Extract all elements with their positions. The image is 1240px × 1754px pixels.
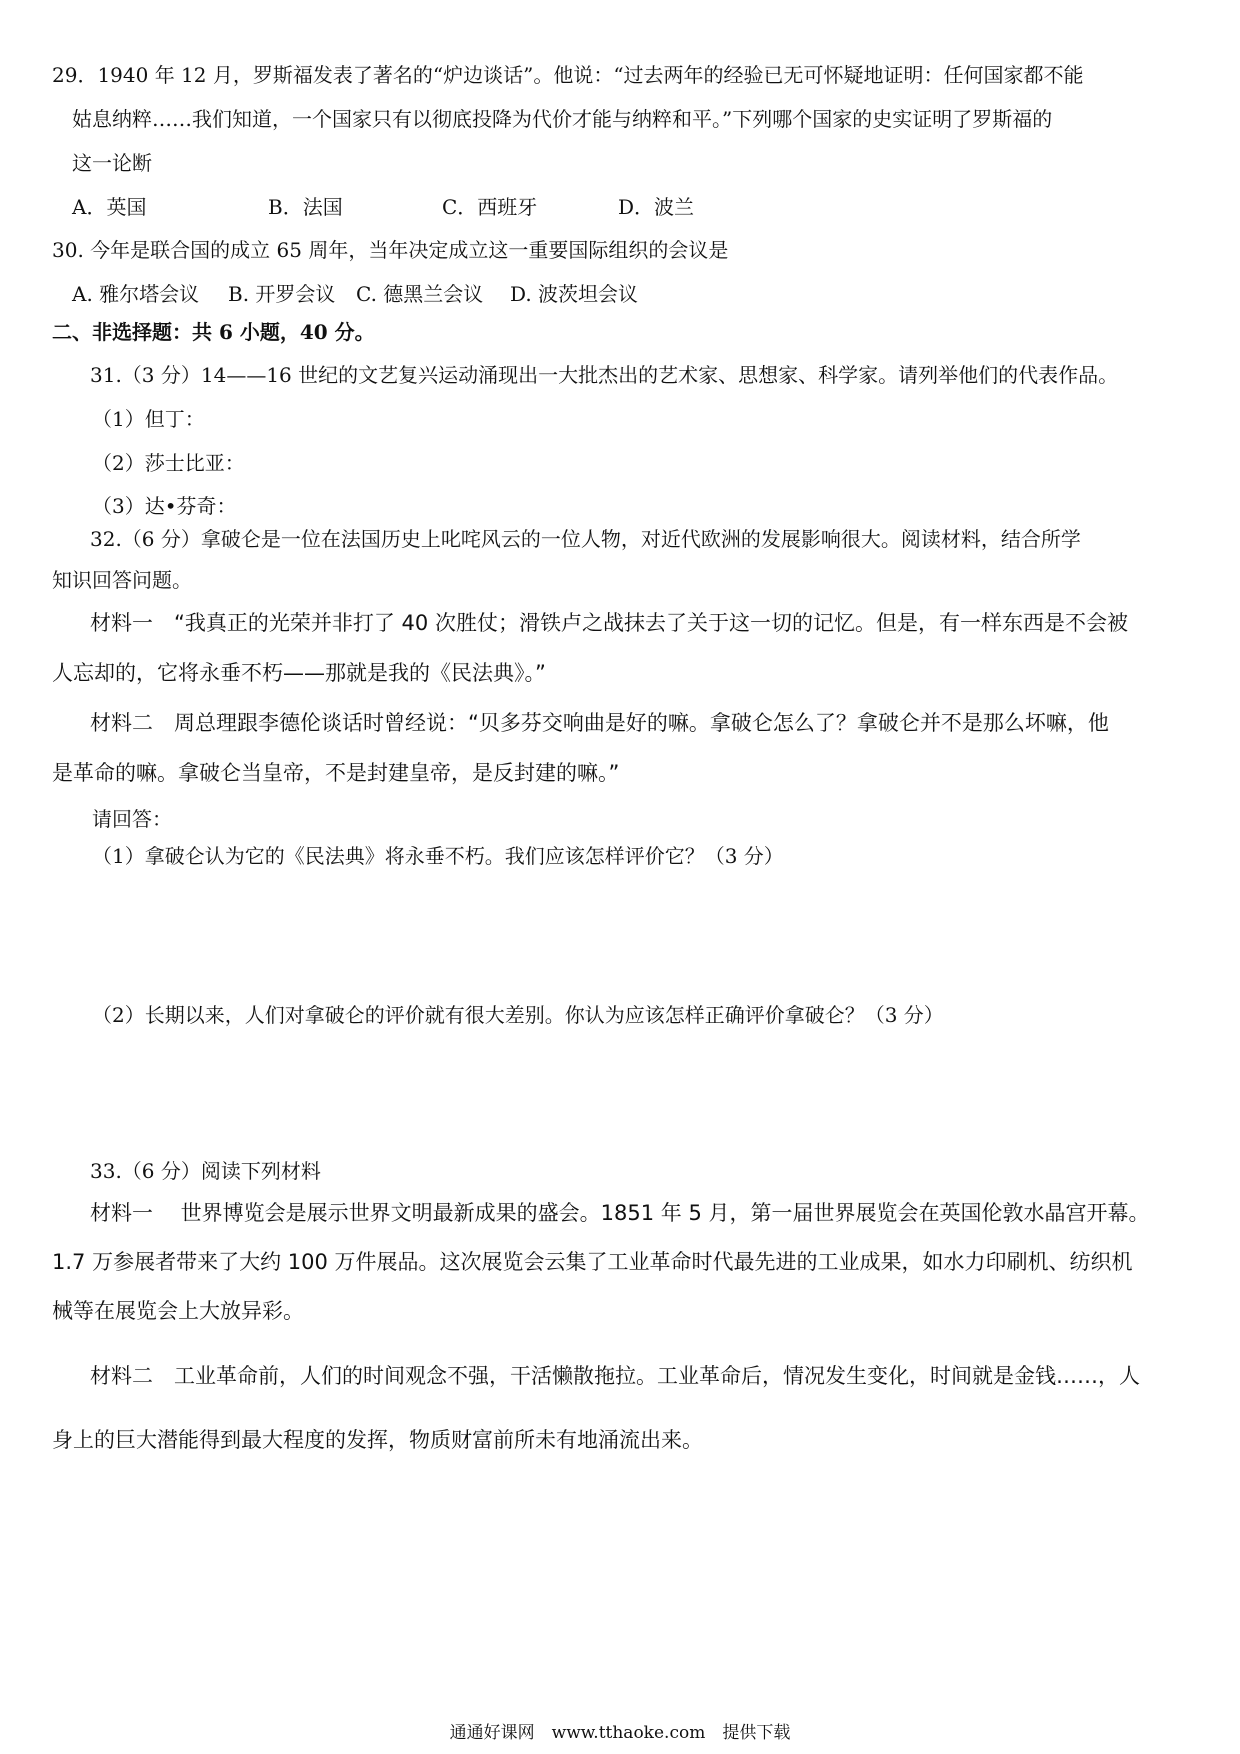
q29-option-c: C．西班牙	[442, 195, 538, 219]
q33-material1-line2: 1.7 万参展者带来了大约 100 万件展品。这次展览会云集了工业革命时代最先进的工业成果，如水力印刷机、纺织机	[52, 1250, 1133, 1274]
q30-option-d: D. 波茨坦会议	[510, 282, 639, 306]
q30-option-c: C. 德黑兰会议	[356, 282, 484, 306]
q32-material1-line2: 人忘却的，它将永垂不朽——那就是我的《民法典》。”	[52, 661, 546, 685]
q31-item-3: （3）达•芬奇：	[92, 494, 237, 518]
q33-material1-line1: 材料一 世界博览会是展示世界文明最新成果的盛会。1851 年 5 月，第一届世界展览会在英国伦敦水晶宫开幕。	[90, 1201, 1150, 1225]
q30-option-b: B. 开罗会议	[228, 282, 336, 306]
q29-option-a: A．英国	[72, 195, 147, 219]
q29-stem-line3: 这一论断	[72, 151, 152, 175]
q33-material1-line3: 械等在展览会上大放异彩。	[52, 1299, 304, 1323]
q32-answer-prompt: 请回答：	[92, 807, 172, 831]
q32-sub-question-2: （2）长期以来，人们对拿破仑的评价就有很大差别。你认为应该怎样正确评价拿破仑？（3 分）	[92, 1003, 944, 1027]
q32-sub-question-1: （1）拿破仑认为它的《民法典》将永垂不朽。我们应该怎样评价它？（3 分）	[92, 844, 784, 868]
q33-material2-line2: 身上的巨大潜能得到最大程度的发挥，物质财富前所未有地涌流出来。	[52, 1428, 703, 1452]
q31-item-2: （2）莎士比亚：	[92, 451, 245, 475]
q32-material1-line1: 材料一 “我真正的光荣并非打了 40 次胜仗；滑铁卢之战抹去了关于这一切的记忆。但是，有一样东西是不会被	[90, 611, 1128, 635]
q32-stem-line1: 32.（6 分）拿破仑是一位在法国历史上叱咤风云的一位人物，对近代欧洲的发展影响很大。阅读材料，结合所学	[90, 527, 1081, 551]
q33-material2-line1: 材料二 工业革命前，人们的时间观念不强，干活懒散拖拉。工业革命后，情况发生变化，时间就是金钱……，人	[90, 1364, 1140, 1388]
section-heading: 二、非选择题：共 6 小题，40 分。	[52, 320, 375, 344]
q29-stem-line1: 29．1940 年 12 月，罗斯福发表了著名的“炉边谈话”。他说：“过去两年的经验已无可怀疑地证明：任何国家都不能	[52, 63, 1084, 87]
q32-material2-line1: 材料二 周总理跟李德伦谈话时曾经说：“贝多芬交响曲是好的嘛。拿破仑怎么了？拿破仑并不是那么坏嘛，他	[90, 711, 1109, 735]
q32-material2-line2: 是革命的嘛。拿破仑当皇帝，不是封建皇帝，是反封建的嘛。”	[52, 761, 620, 785]
q29-option-d: D．波兰	[618, 195, 695, 219]
q29-stem-line2: 姑息纳粹……我们知道，一个国家只有以彻底投降为代价才能与纳粹和平。”下列哪个国家的史实证明了罗斯福的	[72, 107, 1053, 131]
q31-stem: 31.（3 分）14——16 世纪的文艺复兴运动涌现出一大批杰出的艺术家、思想家、科学家。请列举他们的代表作品。	[90, 363, 1119, 387]
page-footer: 通通好课网 www.tthaoke.com 提供下载	[449, 1723, 791, 1743]
q30-stem: 30. 今年是联合国的成立 65 周年，当年决定成立这一重要国际组织的会议是	[52, 238, 729, 262]
q30-option-a: A. 雅尔塔会议	[72, 282, 200, 306]
q31-item-1: （1）但丁：	[92, 407, 205, 431]
q33-stem: 33.（6 分）阅读下列材料	[90, 1159, 321, 1183]
q32-stem-line2: 知识回答问题。	[52, 568, 192, 592]
q29-option-b: B．法国	[268, 195, 343, 219]
